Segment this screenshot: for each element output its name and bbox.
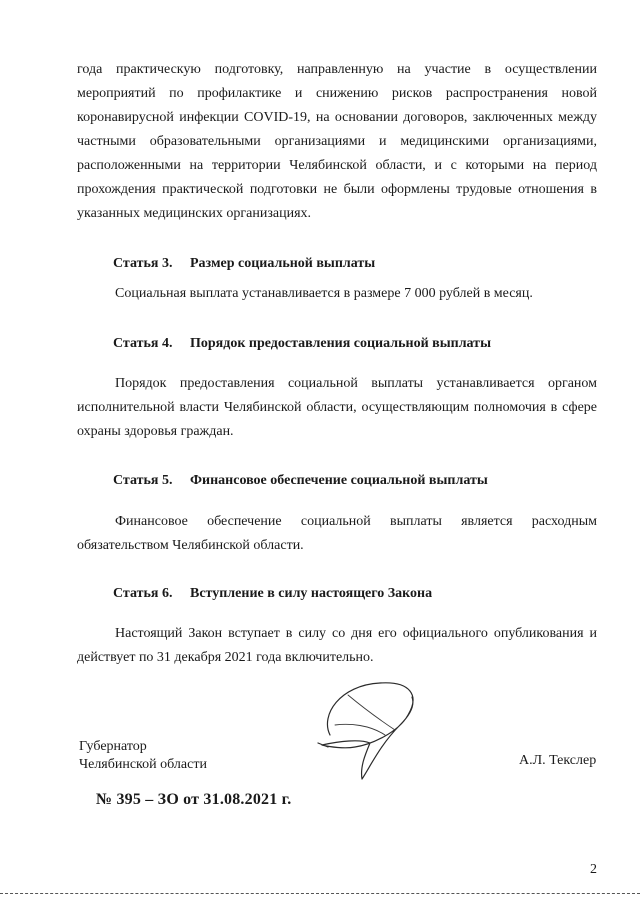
article-5-text: Финансовое обеспечение социальной выплаты является расходным обязательством Челябинской области. — [77, 514, 597, 553]
article-4-title: Порядок предоставления социальной выплаты — [190, 336, 491, 351]
article-6-number: Статья 6. — [113, 586, 173, 601]
bottom-scan-edge — [0, 893, 640, 894]
article-6-heading — [113, 586, 432, 602]
article-3-title: Размер социальной выплаты — [190, 256, 376, 271]
signatory-position-line2: Челябинской области — [79, 757, 207, 772]
page-number: 2 — [590, 862, 597, 877]
article-3-heading — [113, 256, 375, 272]
article-4-heading — [113, 336, 491, 352]
article-5-title: Финансовое обеспечение социальной выплаты — [190, 473, 488, 488]
handwritten-signature — [300, 675, 430, 785]
article-5-number: Статья 5. — [113, 473, 173, 488]
signatory-position — [79, 738, 207, 774]
article-4-text: Порядок предоставления социальной выплаты устанавливается органом исполнительной власти Челябинской области, осуществляющим полномочия в сфере охраны здоровья граждан. — [77, 376, 597, 439]
article-3-text: Социальная выплата устанавливается в размере 7 000 рублей в месяц. — [115, 286, 533, 301]
article-6-text: Настоящий Закон вступает в силу со дня его официального опубликования и действует по 31 декабря 2021 года включительно. — [77, 626, 597, 665]
signatory-name: А.Л. Текслер — [519, 753, 597, 768]
law-registration-number: № 395 – ЗО от 31.08.2021 г. — [96, 791, 292, 808]
intro-paragraph: года практическую подготовку, направленную на участие в осуществлении мероприятий по профилактике и снижению рисков распространения новой коронавирусной инфекции COVID-19, на основании договоров, заключенных между частными образовательными организациями и медицинскими организациями, расположенными на территории Челябинской области, и с которыми на период прохождения практической подготовки не были оформлены трудовые отношения в указанных медицинских организациях. — [77, 62, 597, 221]
article-6-title: Вступление в силу настоящего Закона — [190, 586, 433, 601]
article-4-number: Статья 4. — [113, 336, 173, 351]
article-5-heading — [113, 473, 488, 489]
signatory-position-line1: Губернатор — [79, 739, 147, 754]
article-3-number: Статья 3. — [113, 256, 173, 271]
